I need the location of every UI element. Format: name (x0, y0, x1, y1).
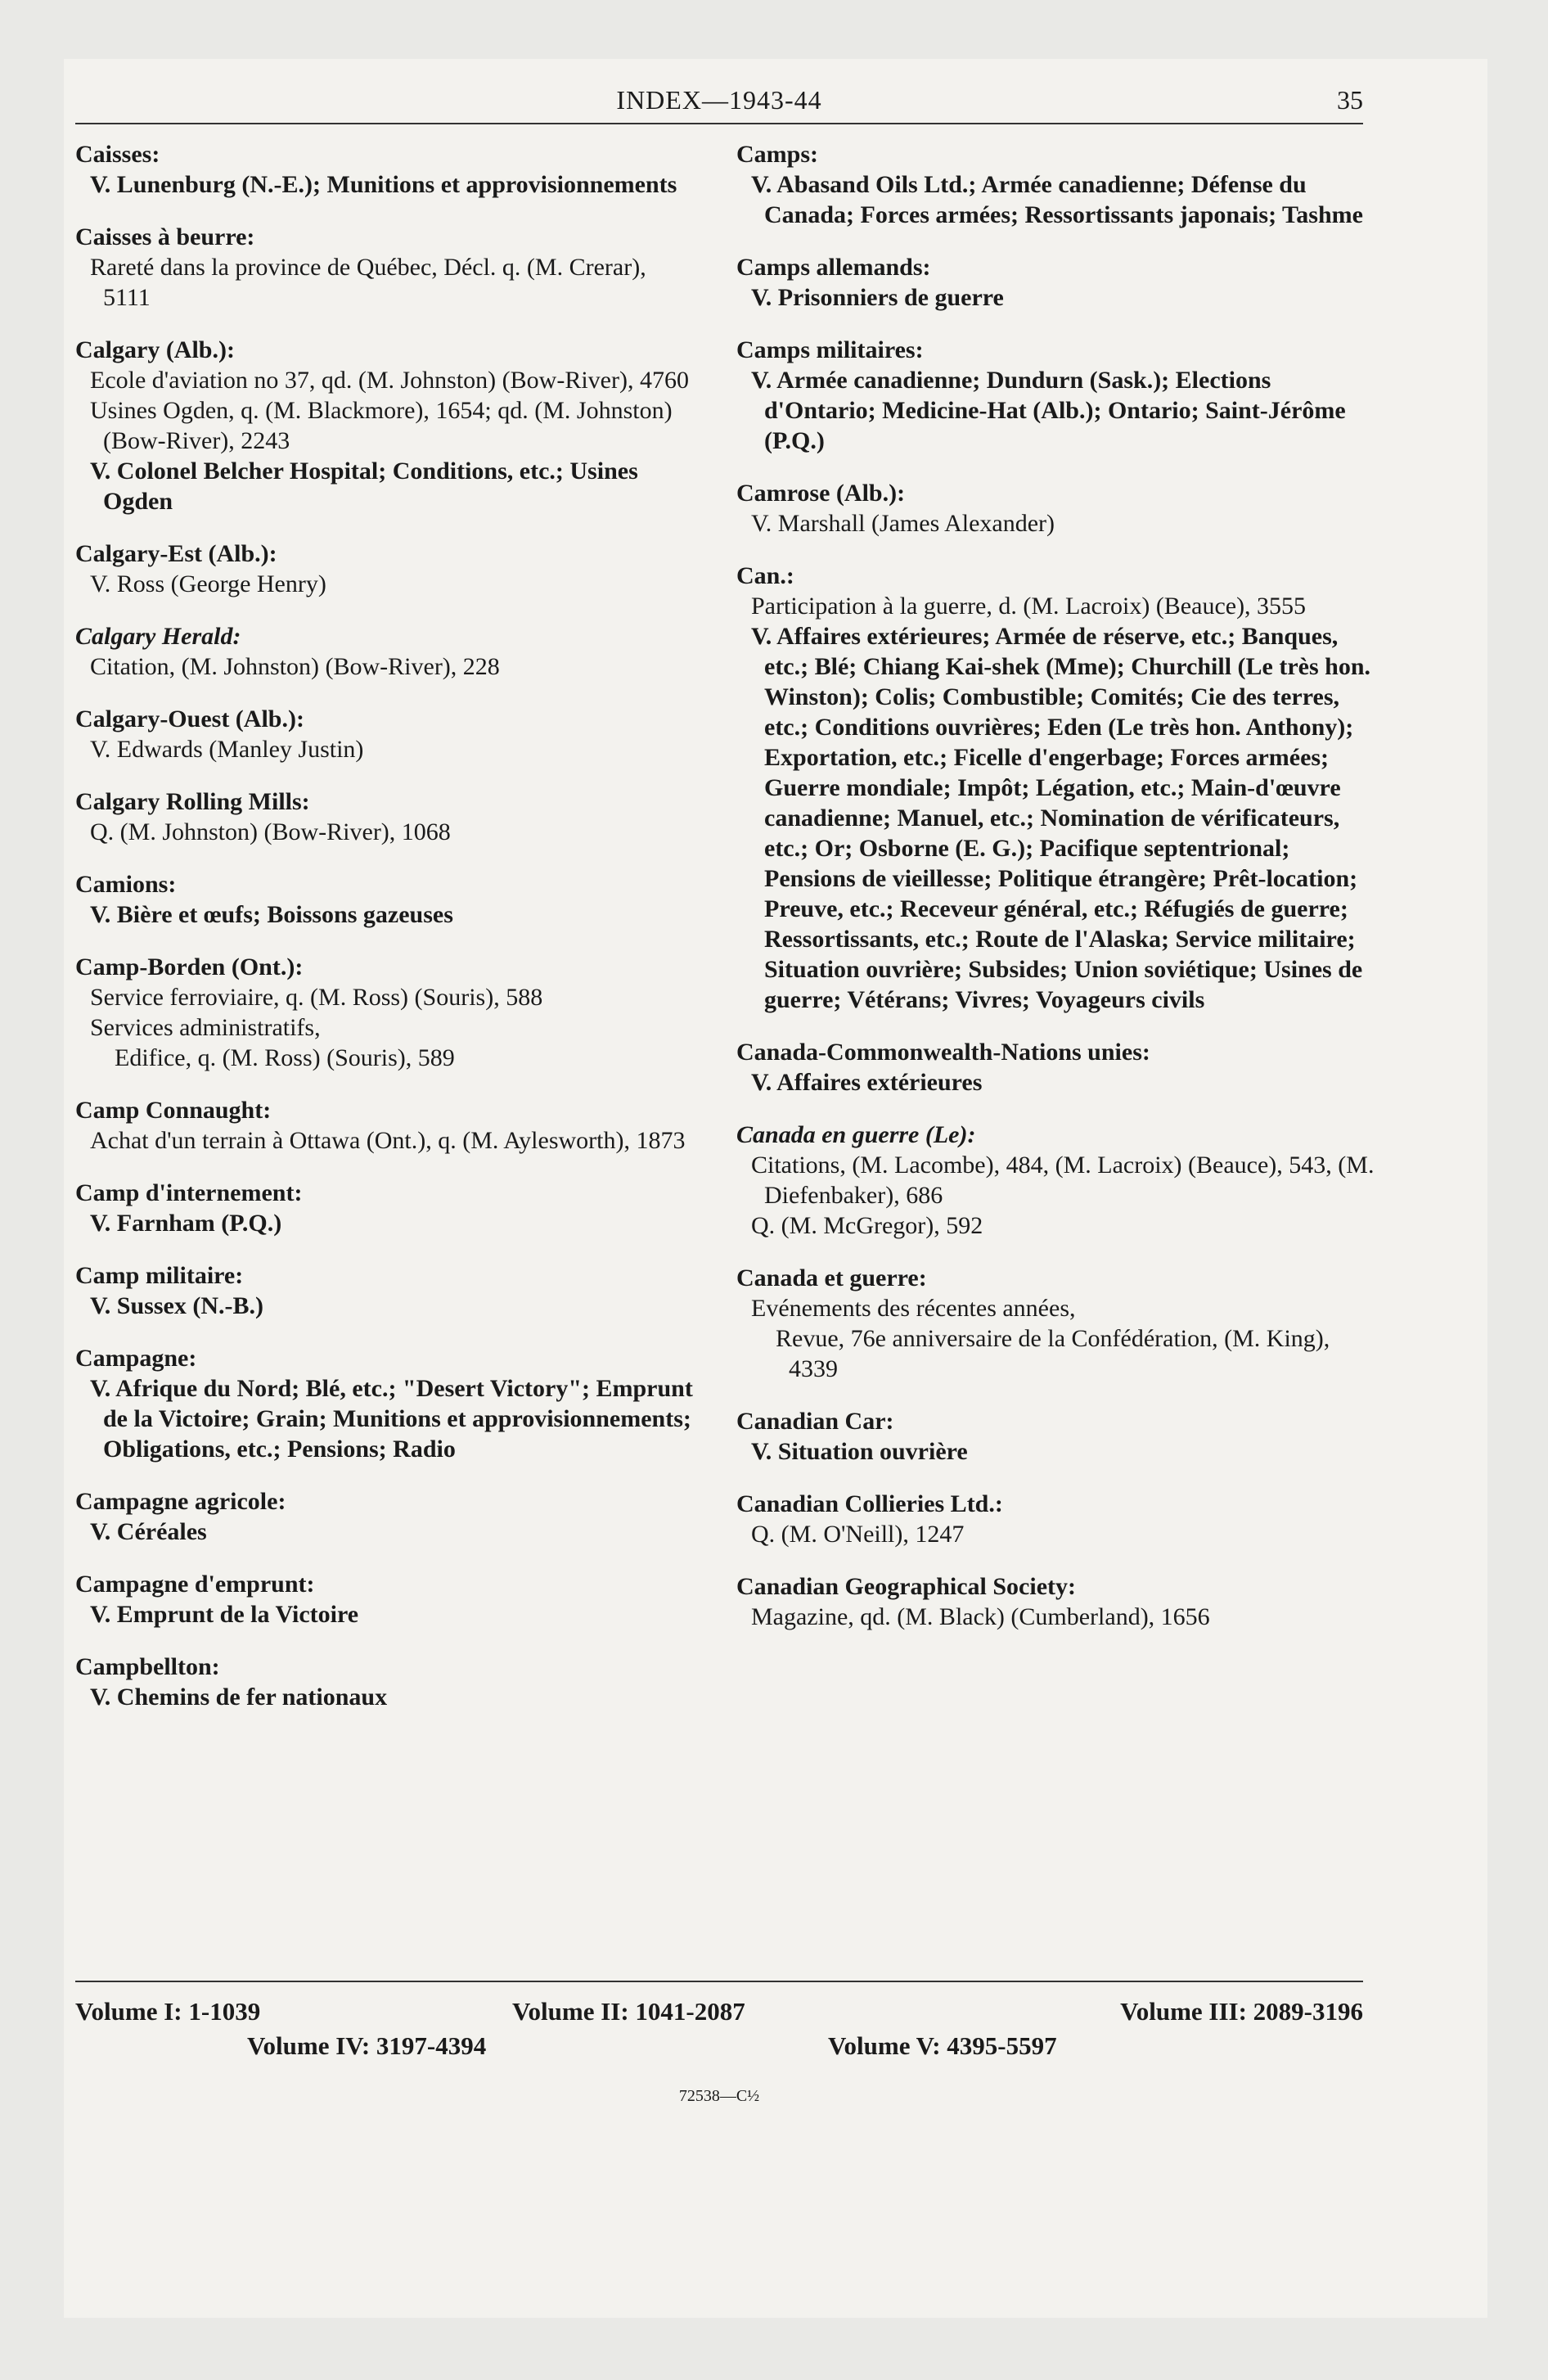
index-entry (75, 952, 697, 1073)
index-entry (736, 335, 1375, 456)
index-entry (75, 1486, 697, 1547)
entry-line: Evénements des récentes années, (751, 1295, 1076, 1322)
entry-heading: Camp Connaught: (75, 1097, 272, 1124)
entry-line: V. Colonel Belcher Hospital; Conditions, etc.; Usines Ogden (90, 458, 638, 515)
volume-range: Volume II: 1041-2087 (512, 1997, 745, 2026)
index-entry (75, 1652, 697, 1712)
index-entry (736, 1571, 1375, 1632)
index-entry (736, 1037, 1375, 1098)
index-entry (75, 222, 697, 313)
entry-line: V. Affaires extérieures (751, 1069, 983, 1096)
entry-heading: Camp d'internement: (75, 1179, 303, 1206)
volume-range: Volume III: 2089-3196 (1120, 1997, 1363, 2026)
entry-line: V. Céréales (90, 1518, 207, 1545)
entry-line: Q. (M. McGregor), 592 (751, 1212, 983, 1239)
index-entry (75, 1260, 697, 1321)
entry-line: V. Bière et œufs; Boissons gazeuses (90, 901, 453, 928)
entry-line: Ecole d'aviation no 37, qd. (M. Johnston) (Bow-River), 4760 (90, 367, 689, 394)
entry-heading: Camp militaire: (75, 1262, 244, 1289)
index-entry (75, 539, 697, 599)
page-number: 35 (1337, 85, 1363, 115)
entry-line: V. Abasand Oils Ltd.; Armée canadienne; Défense du Canada; Forces armées; Ressortissants japonais; Tashme (751, 171, 1363, 228)
entry-line: Rareté dans la province de Québec, Décl. q. (M. Crerar), 5111 (90, 254, 646, 311)
entry-heading: Canadian Car: (736, 1408, 894, 1435)
volume-range: Volume V: 4395-5597 (828, 2031, 1057, 2060)
header-rule (75, 123, 1363, 124)
entry-heading: Campagne: (75, 1345, 197, 1372)
entry-heading: Caisses: (75, 141, 160, 168)
entry-line: V. Lunenburg (N.-E.); Munitions et approvisionnements (90, 171, 677, 198)
entry-heading: Calgary-Ouest (Alb.): (75, 705, 304, 732)
volume-range: Volume I: 1-1039 (75, 1997, 261, 2026)
entry-heading: Canada en guerre (Le): (736, 1121, 976, 1148)
entry-line: V. Ross (George Henry) (90, 570, 326, 597)
entry-line: V. Situation ouvrière (751, 1438, 968, 1465)
entry-line: V. Emprunt de la Victoire (90, 1601, 359, 1628)
index-entry (736, 139, 1375, 230)
running-title: INDEX—1943-44 (616, 85, 822, 115)
entry-line: Edifice, q. (M. Ross) (Souris), 589 (115, 1044, 455, 1071)
entry-heading: Canadian Collieries Ltd.: (736, 1490, 1003, 1517)
entry-heading: Camps: (736, 141, 819, 168)
volume-footer (75, 1997, 1363, 2128)
entry-line: Magazine, qd. (M. Black) (Cumberland), 1656 (751, 1603, 1210, 1630)
entry-heading: Canada-Commonwealth-Nations unies: (736, 1039, 1150, 1066)
printer-code: 72538—C½ (678, 2087, 760, 2105)
footer-row (75, 1997, 1363, 2031)
entry-line: Revue, 76e anniversaire de la Confédération, (M. King), 4339 (776, 1325, 1330, 1382)
index-entry (75, 787, 697, 847)
index-entry (736, 252, 1375, 313)
entry-line: V. Chemins de fer nationaux (90, 1684, 388, 1711)
entry-line: V. Armée canadienne; Dundurn (Sask.); Elections d'Ontario; Medicine-Hat (Alb.); Ontario; Saint-Jérôme (P.Q.) (751, 367, 1346, 454)
entry-heading: Caisses à beurre: (75, 223, 255, 250)
entry-heading: Calgary Rolling Mills: (75, 788, 310, 815)
entry-line: V. Edwards (Manley Justin) (90, 736, 364, 763)
index-entry (75, 1095, 697, 1156)
left-column (75, 139, 697, 1964)
index-entry (75, 869, 697, 930)
footer-rule (75, 1981, 1363, 1982)
index-entry (736, 561, 1375, 1015)
index-entry (75, 704, 697, 764)
right-column (736, 139, 1375, 1964)
entry-heading: Calgary-Est (Alb.): (75, 540, 277, 567)
entry-line: V. Prisonniers de guerre (751, 284, 1004, 311)
entry-heading: Campbellton: (75, 1653, 220, 1680)
index-entry (736, 1120, 1375, 1241)
entry-heading: Campagne agricole: (75, 1488, 286, 1515)
entry-line: V. Marshall (James Alexander) (751, 510, 1055, 537)
entry-heading: Camp-Borden (Ont.): (75, 953, 304, 980)
index-entry (736, 1489, 1375, 1549)
entry-line: V. Affaires extérieures; Armée de réserve, etc.; Banques, etc.; Blé; Chiang Kai-shek (Mme); Churchill (Le très hon. Winston); Colis; Combustible; Comités; Cie des terres, etc.; Conditions ouvrières; Eden (Le très hon. Anthony); Exportation, etc.; Ficelle d'engerbage; Forces armées; Guerre mondiale; Impôt; Légation, etc.; Main-d'œuvre canadienne; Manuel, etc.; Nomination de vérificateurs, etc.; Or; Osborne (E. G.); Pacifique septentrional; Pensions de vieillesse; Politique étrangère; Prêt-location; Preuve, etc.; Receveur général, etc.; Réfugiés de guerre; Ressortissants, etc.; Route de l'Alaska; Service militaire; Situation ouvrière; Subsides; Union soviétique; Usines de guerre; Vétérans; Vivres; Voyageurs civils (751, 623, 1371, 1013)
entry-line: Achat d'un terrain à Ottawa (Ont.), q. (M. Aylesworth), 1873 (90, 1127, 686, 1154)
entry-line: Service ferroviaire, q. (M. Ross) (Souris), 588 (90, 984, 543, 1011)
entry-heading: Calgary (Alb.): (75, 336, 235, 363)
entry-heading: Can.: (736, 562, 794, 589)
index-entry (75, 335, 697, 516)
entry-line: Participation à la guerre, d. (M. Lacroix) (Beauce), 3555 (751, 593, 1307, 620)
entry-heading: Calgary Herald: (75, 623, 241, 650)
page-header (75, 72, 1363, 121)
entry-line: V. Farnham (P.Q.) (90, 1210, 282, 1237)
entry-line: Usines Ogden, q. (M. Blackmore), 1654; qd. (M. Johnston) (Bow-River), 2243 (90, 397, 673, 454)
entry-line: Q. (M. Johnston) (Bow-River), 1068 (90, 818, 451, 845)
entry-line: Q. (M. O'Neill), 1247 (751, 1521, 965, 1548)
entry-heading: Canada et guerre: (736, 1264, 927, 1291)
entry-line: V. Sussex (N.-B.) (90, 1292, 263, 1319)
entry-heading: Campagne d'emprunt: (75, 1571, 315, 1598)
footer-row (75, 2031, 1363, 2066)
entry-line: V. Afrique du Nord; Blé, etc.; "Desert Victory"; Emprunt de la Victoire; Grain; Munitions et approvisionnements; Obligations, etc.; Pensions; Radio (90, 1375, 693, 1463)
entry-line: Citations, (M. Lacombe), 484, (M. Lacroix) (Beauce), 543, (M. Diefenbaker), 686 (751, 1152, 1375, 1209)
index-entry (75, 1569, 697, 1629)
entry-line: Citation, (M. Johnston) (Bow-River), 228 (90, 653, 500, 680)
index-entry (736, 1263, 1375, 1384)
entry-heading: Camions: (75, 871, 177, 898)
volume-range: Volume IV: 3197-4394 (247, 2031, 487, 2060)
index-entry (75, 1178, 697, 1238)
index-entry (736, 1406, 1375, 1467)
entry-heading: Canadian Geographical Society: (736, 1573, 1077, 1600)
entry-heading: Camps militaires: (736, 336, 924, 363)
entry-line: Services administratifs, (90, 1014, 321, 1041)
index-entry (75, 1343, 697, 1464)
index-entry (75, 621, 697, 682)
index-entry (736, 478, 1375, 539)
entry-heading: Camps allemands: (736, 254, 931, 281)
index-entry (75, 139, 697, 200)
entry-heading: Camrose (Alb.): (736, 480, 906, 507)
